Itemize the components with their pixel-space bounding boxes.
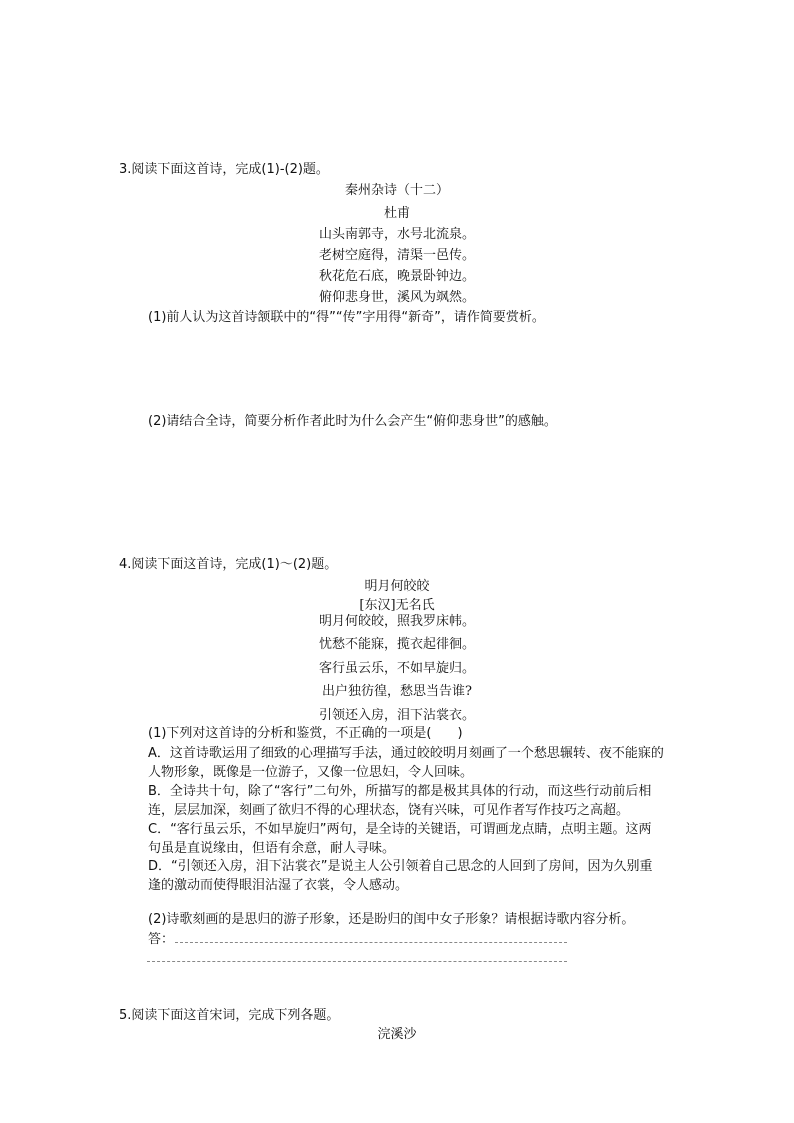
q3-poem-line: 老树空庭得，清渠一邑传。 [318, 248, 475, 263]
q5-intro: 5.阅读下面这首宋词，完成下列各题。 [119, 1008, 340, 1023]
q4-poem-line: 忧愁不能寐，揽衣起徘徊。 [318, 637, 475, 652]
q4-option-c-line-2: 句虽是直说缘由，但语有余意，耐人寻味。 [148, 841, 396, 856]
q4-option-a-line-1: A．这首诗歌运用了细致的心理描写手法，通过皎皎明月刻画了一个愁思辗转、夜不能寐的 [148, 746, 664, 761]
q3-poem-line: 山头南郭寺，水号北流泉。 [318, 227, 475, 242]
q4-option-d-line-2: 逢的激动而使得眼泪沾湿了衣裳，令人感动。 [148, 878, 409, 893]
q3-poem-line: 秋花危石底，晚景卧钟边。 [318, 269, 475, 284]
q5-poem-title: 浣溪沙 [377, 1027, 417, 1042]
q4-subquestion-2: (2)诗歌刻画的是思归的游子形象，还是盼归的闺中女子形象？请根据诗歌内容分析。 [148, 912, 635, 927]
q3-poem-title: 秦州杂诗（十二） [344, 183, 449, 198]
q4-option-a-line-2: 人物形象，既像是一位游子，又像一位思妇，令人回味。 [148, 765, 474, 780]
q4-option-c-line-1: C．“客行虽云乐，不如早旋归”两句，是全诗的关键语，可谓画龙点睛，点明主题。这两 [148, 822, 652, 837]
q4-option-b-line-1: B．全诗共十句，除了“客行”二句外，所描写的都是极其具体的行动，而这些行动前后相 [148, 784, 652, 799]
answer-line [147, 961, 567, 962]
q4-subquestion-1: (1)下列对这首诗的分析和鉴赏，不正确的一项是( ) [148, 726, 463, 741]
q3-poem-author: 杜甫 [383, 206, 410, 221]
q3-subquestion-1: (1)前人认为这首诗颔联中的“得”“传”字用得“新奇”，请作简要赏析。 [148, 310, 545, 325]
q4-intro: 4.阅读下面这首诗，完成(1)～(2)题。 [119, 557, 338, 572]
answer-label: 答： [148, 932, 175, 947]
q4-option-d-line-1: D．“引领还入房，泪下沾裳衣”是说主人公引领着自己思念的人回到了房间，因为久别重 [148, 859, 653, 874]
q4-poem-title: 明月何皎皎 [364, 579, 430, 594]
q3-subquestion-2: (2)请结合全诗，简要分析作者此时为什么会产生“俯仰悲身世”的感触。 [148, 414, 557, 429]
answer-line [175, 942, 567, 943]
q4-poem-line: 明月何皎皎，照我罗床帏。 [318, 614, 475, 629]
q4-poem-line: 出户独彷徨，愁思当告谁? [322, 684, 472, 699]
q4-poem-line: 客行虽云乐，不如早旋归。 [318, 661, 475, 676]
q4-poem-author: [东汉]无名氏 [359, 598, 435, 613]
q3-poem-line: 俯仰悲身世，溪风为飒然。 [318, 290, 475, 305]
q4-poem-line: 引领还入房，泪下沾裳衣。 [318, 708, 475, 723]
q4-option-b-line-2: 连，层层加深，刻画了欲归不得的心理状态，饶有兴味，可见作者写作技巧之高超。 [148, 803, 630, 818]
q3-intro: 3.阅读下面这首诗，完成(1)-(2)题。 [119, 162, 329, 177]
